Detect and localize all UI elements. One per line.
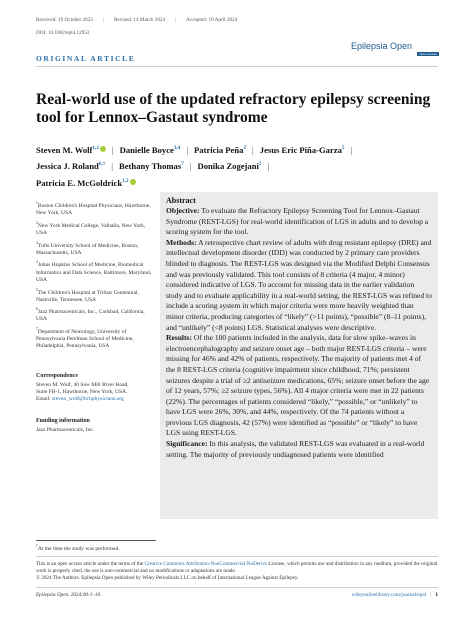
affiliation: $^2$New York Medical College, Valhalla, New York, USA — [36, 220, 146, 236]
email-label: Email: — [36, 396, 51, 403]
abstract-methods: Methods: A retrospective chart review of adults with drug resistant epilepsy (DRE) and intellectual development disorder (IDD) was conducted by 2 primary care providers blinded to diagnosis. The REST-LGS was designed via the Modified Delphi Consensus and was previously validated. This tool consists of 8 criteria (4 major, 4 minor) considered indicative of LGS. To account for missing data in the earlier validation study and to evaluate applicability in a real-world setting, the REST-LGS was refined to include a scoring system in which major criteria were more heavily weighted than minor criteria, producing categories of “likely” (>11 points), “possible” (8–11 points), and “unlikely” (<8 points) LGS. Statistical analyses were descriptive. — [166, 237, 432, 332]
affiliations — [36, 200, 156, 353]
affiliation: $^7$Department of Neurology, University of Pennsylvania Perelman School of Medicine, Philadelphia, Pennsylvania, USA — [36, 327, 134, 350]
orcid-icon[interactable] — [100, 146, 106, 152]
article-dates — [36, 17, 247, 23]
journal-citation: Epilepsia Open. 2024;00:1–10. — [36, 592, 102, 598]
funding-text: Jazz Pharmaceuticals, Inc. — [36, 427, 95, 433]
author-separator: | — [189, 161, 192, 172]
abstract-body — [166, 206, 432, 518]
open-access-badge: Open Access — [419, 52, 437, 56]
accepted-date: Accepted: 10 April 2024 — [186, 17, 238, 23]
author[interactable]: Bethany Thomas$^7$ — [119, 161, 184, 172]
author[interactable]: Danielle Boyce$^{3,4}$ — [119, 144, 181, 155]
abstract-significance: Significance: In this analysis, the validated REST-LGS was evaluated in a real-world setting. The majority of previously undiagnosed patients were identified — [166, 439, 425, 459]
affiliation: $^3$Tufts University School of Medicine, Boston, Massachusetts, USA — [36, 240, 139, 256]
license-link[interactable]: Creative Commons Attribution-NonCommercial-NoDerivs — [144, 561, 267, 567]
author[interactable]: Jesus Eric Piña-Garza$^5$ — [259, 144, 345, 155]
article-title: Real-world use of the updated refractory epilepsy screening tool for Lennox–Gastaut syndrome — [36, 91, 431, 126]
correspondence-heading: Correspondence — [36, 373, 78, 379]
journal-url[interactable]: wileyonlinelibrary.com/journal/epi4 — [351, 592, 427, 598]
footnote-rule — [36, 540, 156, 541]
abstract-results: Results: Of the 100 patients included in the analysis, data for slow spike–waves in electroencephalography and seizure onset age – both major REST-LGS criteria – were missing for 46% and 42% of patients, respectively. The majority of patients met 4 of the 8 REST-LGS criteria (cognitive impairment since childhood, 71%; persistent seizures despite a trial of ≥2 antiseizure medications, 65%; seizure onset before the age of 12 years, 57%; ≥2 seizure types, 56%). All 4 major criteria were met in 22 patients (22%). The percentages of patients considered “likely,” “possible,” or “unlikely” to have LGS were 26%, 30%, and 44%, respectively. Of the 74 patients without a previous LGS diagnosis, 42 (57%) were identified as “possible” or “likely” to have LGS using REST-LGS. — [166, 333, 430, 438]
email-link[interactable]: steven_wolf@bchphysicians.org — [52, 396, 124, 403]
author[interactable]: Patricia E. McGoldrick$^{1,2}$ — [36, 178, 136, 188]
footnote: †At the time the study was performed. — [36, 544, 120, 552]
page-footer-right — [352, 592, 438, 598]
abstract-heading: Abstract — [166, 196, 196, 205]
affiliation: $^1$Boston Children's Hospital Physicians, Hawthorne, New York, USA — [36, 201, 151, 217]
divider — [36, 66, 438, 67]
author[interactable]: Jessica J. Roland$^{6,\dagger}$ — [36, 161, 106, 172]
author[interactable]: Patricia Peña$^2$ — [194, 144, 247, 155]
revised-date: Revised: 14 March 2024 — [113, 17, 166, 23]
license-notice: This is an open access article under the terms of the Creative Commons Attribution-NonCommercial-NoDerivs License, which permits use and distribution in any medium, provided the original work is properly cited, the use is non-commercial and no modifications or adaptations are made. © 2024 The Authors. Epilepsia Open published by Wiley Periodicals LLC on behalf of International League Against Epilepsy. — [36, 561, 440, 582]
journal-logo-name: Epilepsia Open — [351, 41, 413, 51]
journal-logo[interactable] — [351, 37, 441, 59]
date-separator: | — [175, 17, 177, 23]
date-separator: | — [102, 17, 104, 23]
divider — [36, 556, 438, 557]
author-separator: | — [267, 161, 270, 172]
affiliation: $^5$The Children's Hospital at TriStar Centennial, Nashville, Tennessee, USA — [36, 287, 139, 303]
copyright-line: © 2024 The Authors. Epilepsia Open published by Wiley Periodicals LLC on behalf of International League Against Epilepsy. — [36, 575, 299, 581]
author-separator: | — [111, 161, 114, 172]
orcid-icon[interactable] — [130, 179, 136, 185]
correspondence-address: Steven M. Wolf, 40 Saw Mill River Road, Suite FB-1, Hawthorne, New York, USA. Email: steven_wolf@bchphysicians.org — [36, 382, 129, 403]
article-type: ORIGINAL ARTICLE — [36, 54, 136, 63]
abstract-objective: Objective: To evaluate the Refractory Epilepsy Screening Tool for Lennox–Gastaut Syndrome (REST-LGS) for real-world identification of LGS in adults and to develop a scoring system for the tool. — [166, 206, 429, 237]
funding-heading: Funding information — [36, 418, 90, 424]
footer-separator: | — [430, 592, 432, 598]
received-date: Received: 19 October 2023 — [36, 17, 93, 23]
affiliation: $^4$Johns Hopkins School of Medicine, Biomedical Informatics and Data Science, Baltimore, Maryland, USA — [36, 260, 152, 283]
author-separator: | — [350, 144, 353, 155]
author-separator: | — [252, 144, 254, 155]
author[interactable]: Donika Zogejani$^2$ — [197, 161, 262, 172]
divider — [36, 587, 438, 588]
author[interactable]: Steven M. Wolf$^{1,2}$ — [36, 145, 106, 155]
author-separator: | — [111, 144, 114, 155]
page-number: 1 — [435, 592, 438, 598]
doi[interactable]: DOI: 10.1002/epi4.12952 — [36, 30, 90, 36]
author-separator: | — [186, 144, 189, 155]
affiliation: $^6$Jazz Pharmaceuticals, Inc., Carlsbad, California, USA — [36, 307, 145, 323]
author-list — [36, 141, 440, 190]
